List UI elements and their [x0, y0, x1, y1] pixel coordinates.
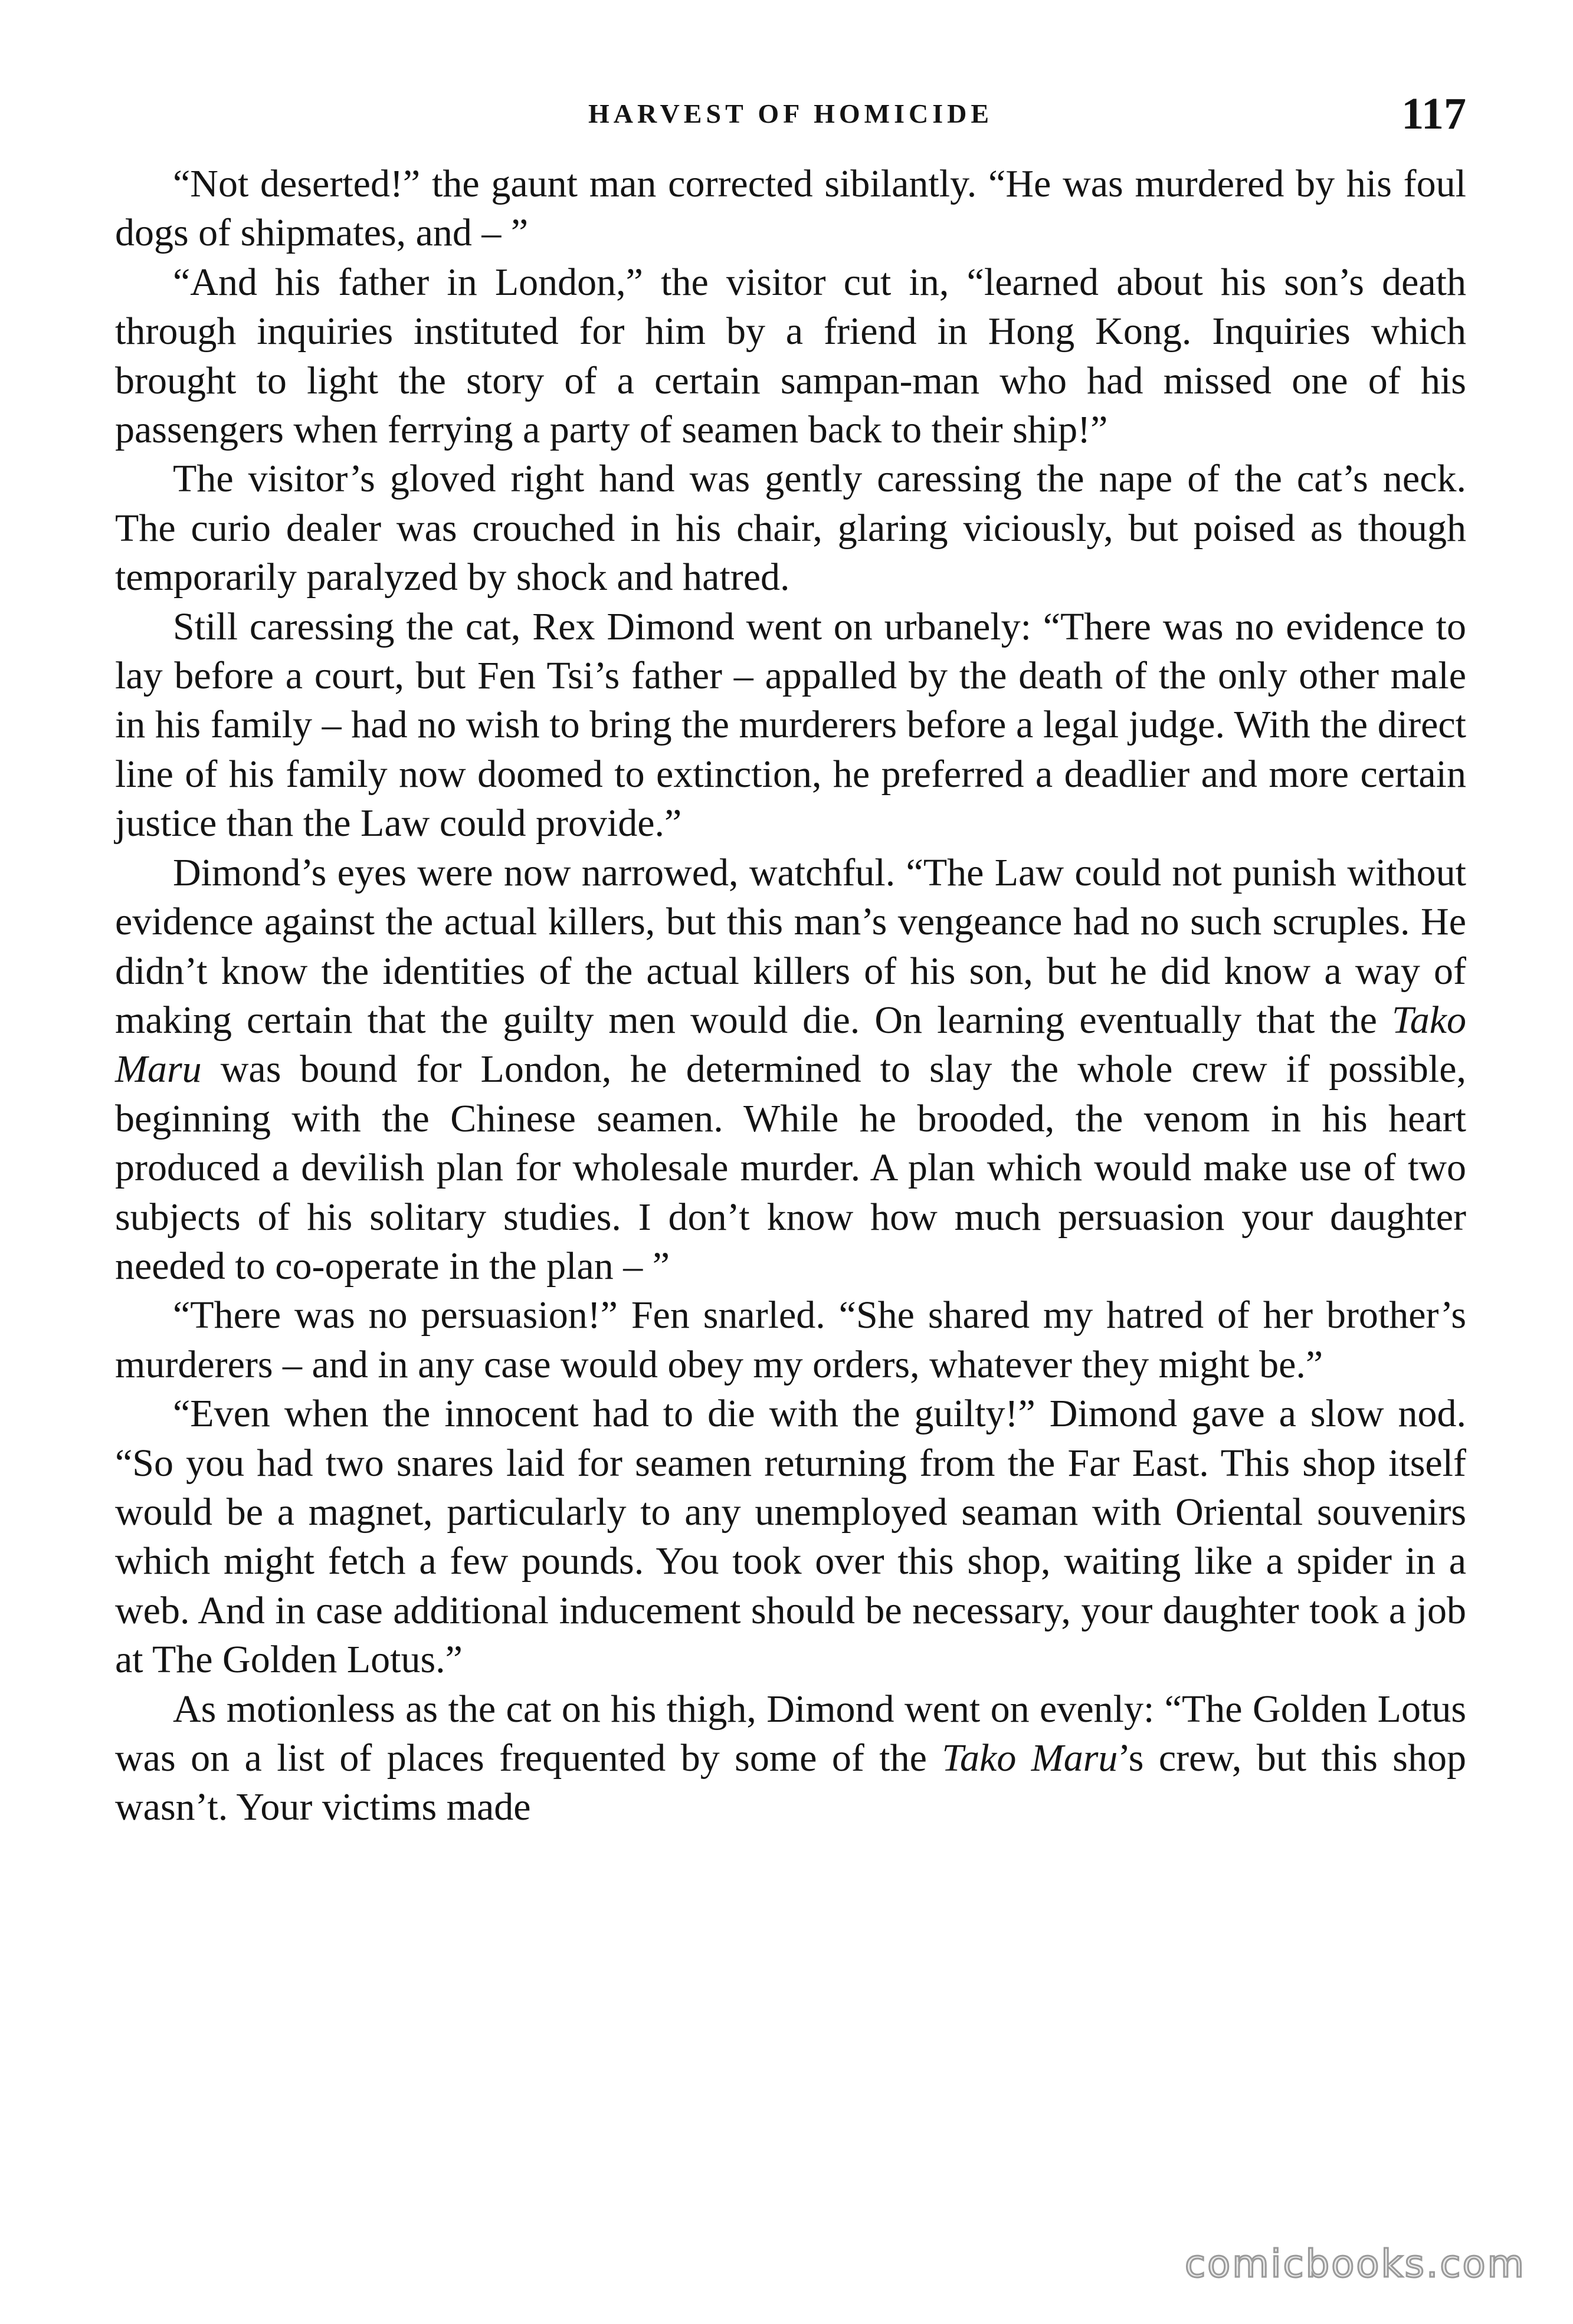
text-run: “Even when the innocent had to die with the guilty!” Dimond gave a slow nod. “So you had two snares laid for seamen returning from the Far East. This shop itself would be a magnet, particularly to any unemployed seaman with Oriental souvenirs which might fetch a few pounds. You took over this shop, waiting like a spider in a web. And in case additional inducement should be necessary, your daughter took a job at The Golden Lotus.”: [115, 1392, 1466, 1682]
text-run: “There was no persuasion!” Fen snarled. “She shared my hatred of her brother’s murderers – and in any case would obey my orders, whatever they might be.”: [115, 1294, 1466, 1386]
text-run: ’s crew, but this shop wasn’t. Your victims made: [115, 1737, 1466, 1829]
paragraph: [115, 848, 1466, 1291]
paragraph: [115, 1685, 1466, 1832]
watermark: comicbooks.com: [1184, 2243, 1526, 2286]
text-run: was bound for London, he determined to slay the whole crew if possible, beginning with the Chinese seamen. While he brooded, the venom in his heart produced a devilish plan for wholesale murder. A plan which would make use of two subjects of his solitary studies. I don’t know how much persuasion your daughter needed to co-operate in the plan – ”: [115, 1048, 1466, 1288]
paragraph: [115, 1389, 1466, 1684]
body-text: [115, 159, 1466, 1832]
ship-name: Tako Maru: [115, 998, 1466, 1091]
text-run: Dimond’s eyes were now narrowed, watchful. “The Law could not punish without evidence against the actual killers, but this man’s vengeance had no such scruples. He didn’t know the identities of the actual killers of his son, but he did know a way of making certain that the guilty men would die. On learning eventually that the: [115, 851, 1466, 1042]
text-run: As motionless as the cat on his thigh, Dimond went on evenly: “The Golden Lotus was on a list of places frequented by some of the: [115, 1687, 1466, 1780]
running-title: HARVEST OF HOMICIDE: [588, 99, 993, 129]
running-head: [115, 88, 1466, 153]
page-number: 117: [1401, 89, 1466, 139]
paragraph: [115, 1291, 1466, 1389]
text-run: “Not deserted!” the gaunt man corrected sibilantly. “He was murdered by his foul dogs of shipmates, and – ”: [115, 162, 1466, 255]
paragraph: [115, 258, 1466, 455]
paragraph: [115, 602, 1466, 848]
ship-name: Tako Maru: [942, 1737, 1118, 1780]
paragraph: [115, 454, 1466, 602]
text-run: Still caressing the cat, Rex Dimond went on urbanely: “There was no evidence to lay before a court, but Fen Tsi’s father – appalled by the death of the only other male in his family – had no wish to bring the murderers before a legal judge. With the direct line of his family now doomed to extinction, he preferred a deadlier and more certain justice than the Law could provide.”: [115, 605, 1466, 845]
text-run: The visitor’s gloved right hand was gently caressing the nape of the cat’s neck. The curio dealer was crouched in his chair, glaring viciously, but poised as though temporarily paralyzed by shock and hatred.: [115, 457, 1466, 599]
text-run: “And his father in London,” the visitor cut in, “learned about his son’s death through inquiries instituted for him by a friend in Hong Kong. Inquiries which brought to light the story of a certain sampan-man who had missed one of his passengers when ferrying a party of seamen back to their ship!”: [115, 260, 1466, 452]
paragraph: [115, 159, 1466, 258]
